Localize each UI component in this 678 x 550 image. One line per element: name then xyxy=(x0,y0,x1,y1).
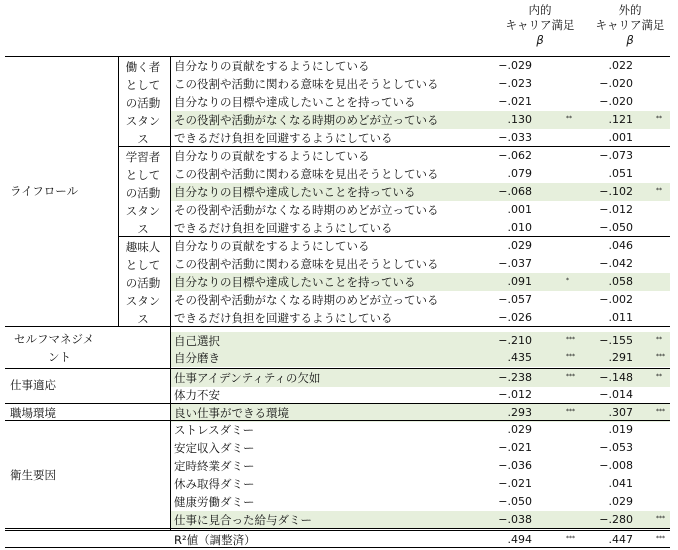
intrinsic-beta-value: −.210 xyxy=(498,334,532,347)
row-item-label: 健康労働ダミー xyxy=(174,495,255,509)
row-item-label: 自分なりの目標や達成したいことを持っている xyxy=(174,185,416,199)
intrinsic-significance: *** xyxy=(566,373,575,380)
extrinsic-beta-value: −.053 xyxy=(599,441,633,454)
intrinsic-beta-value: .130 xyxy=(507,113,532,126)
intrinsic-beta-value: −.068 xyxy=(498,185,532,198)
extrinsic-beta-value: .022 xyxy=(608,59,633,72)
extrinsic-beta-value: .121 xyxy=(608,113,633,126)
col1-header xyxy=(490,3,590,48)
row-item-label: 良い仕事ができる環境 xyxy=(174,406,289,420)
table-row xyxy=(170,511,670,529)
extrinsic-beta-value: .046 xyxy=(608,239,633,252)
intrinsic-significance: ** xyxy=(566,115,572,122)
row-item-label: 自己選択 xyxy=(174,334,220,348)
table-row xyxy=(170,493,670,511)
row-item-label: 休み取得ダミー xyxy=(174,477,255,491)
table-row xyxy=(170,421,670,439)
extrinsic-beta-value: −.148 xyxy=(599,371,633,384)
extrinsic-beta-value: −.020 xyxy=(599,95,633,108)
intrinsic-beta-value: −.062 xyxy=(498,149,532,162)
intrinsic-beta-value: .029 xyxy=(507,423,532,436)
table-row xyxy=(170,457,670,475)
intrinsic-beta-value: −.057 xyxy=(498,293,532,306)
category-workplace: 職場環境 xyxy=(10,406,56,420)
table-row xyxy=(170,439,670,457)
extrinsic-significance: *** xyxy=(656,515,665,522)
intrinsic-beta-value: −.033 xyxy=(498,131,532,144)
summary-rule-b xyxy=(5,530,670,531)
extrinsic-significance: *** xyxy=(656,408,665,415)
category-job-fit: 仕事適応 xyxy=(10,378,56,392)
table-row xyxy=(170,57,670,75)
row-item-label: 自分なりの貢献をするようにしている xyxy=(174,59,370,73)
row-item-label: できるだけ負担を回避するようにしている xyxy=(174,131,393,145)
intrinsic-beta-value: −.021 xyxy=(498,441,532,454)
category-hygiene: 衛生要因 xyxy=(10,468,56,482)
table-row xyxy=(170,273,670,291)
intrinsic-significance: *** xyxy=(566,535,575,542)
extrinsic-beta-value: .291 xyxy=(608,351,633,364)
row-item-label: この役割や活動に関わる意味を見出そうとしている xyxy=(174,167,439,181)
table-row xyxy=(170,237,670,255)
table-row xyxy=(170,183,670,201)
subgroup-divider xyxy=(118,56,119,326)
col1-header-line2: キャリア満足 xyxy=(505,18,575,32)
table-row xyxy=(170,111,670,129)
intrinsic-beta-value: .293 xyxy=(507,406,532,419)
row-item-label: その役割や活動がなくなる時期のめどが立っている xyxy=(174,203,439,217)
extrinsic-significance: *** xyxy=(656,353,665,360)
col2-header xyxy=(580,3,678,48)
intrinsic-beta-value: .091 xyxy=(507,275,532,288)
table-row xyxy=(170,369,670,387)
intrinsic-beta-value: −.036 xyxy=(498,459,532,472)
row-item-label: できるだけ負担を回避するようにしている xyxy=(174,311,393,325)
intrinsic-beta-value: −.029 xyxy=(498,59,532,72)
table-row xyxy=(170,165,670,183)
intrinsic-beta-value: −.021 xyxy=(498,95,532,108)
extrinsic-beta-value: −.020 xyxy=(599,77,633,90)
subgroup-worker: 働く者 として の活動 スタン ス xyxy=(125,60,161,146)
table-row xyxy=(170,475,670,493)
row-item-label: R²値（調整済） xyxy=(174,533,256,547)
table-row xyxy=(170,129,670,147)
category-rule-4 xyxy=(5,420,670,421)
extrinsic-beta-value: .447 xyxy=(608,533,633,546)
table-row xyxy=(170,386,670,404)
extrinsic-beta-value: −.155 xyxy=(599,334,633,347)
extrinsic-beta-value: −.073 xyxy=(599,149,633,162)
extrinsic-significance: ** xyxy=(656,187,662,194)
col2-header-beta: β xyxy=(626,33,634,47)
table-row xyxy=(170,309,670,327)
table-row xyxy=(170,93,670,111)
col2-header-line2: キャリア満足 xyxy=(595,18,665,32)
extrinsic-beta-value: .058 xyxy=(608,275,633,288)
col2-header-line1: 外的 xyxy=(618,3,642,17)
row-item-label: 自分なりの目標や達成したいことを持っている xyxy=(174,275,416,289)
table-row xyxy=(170,75,670,93)
row-item-label: 自分なりの目標や達成したいことを持っている xyxy=(174,95,416,109)
subgroup-rule-1 xyxy=(118,146,670,147)
extrinsic-beta-value: −.102 xyxy=(599,185,633,198)
intrinsic-beta-value: .010 xyxy=(507,221,532,234)
extrinsic-beta-value: −.014 xyxy=(599,388,633,401)
intrinsic-significance: *** xyxy=(566,336,575,343)
row-item-label: その役割や活動がなくなる時期のめどが立っている xyxy=(174,113,439,127)
subgroup-learner: 学習者 として の活動 スタン ス xyxy=(125,150,161,236)
row-item-label: 仕事アイデンティティの欠如 xyxy=(174,371,321,385)
table-row xyxy=(170,349,670,367)
table-row xyxy=(170,332,670,350)
intrinsic-beta-value: −.021 xyxy=(498,477,532,490)
row-item-label: 自分なりの貢献をするようにしている xyxy=(174,239,370,253)
row-item-label: 自分なりの貢献をするようにしている xyxy=(174,149,370,163)
intrinsic-beta-value: −.050 xyxy=(498,495,532,508)
col1-header-line1: 内的 xyxy=(528,3,552,17)
extrinsic-beta-value: −.042 xyxy=(599,257,633,270)
table-row xyxy=(170,219,670,237)
extrinsic-significance: ** xyxy=(656,373,662,380)
category-rule-2 xyxy=(5,368,670,369)
extrinsic-beta-value: .001 xyxy=(608,131,633,144)
category-rule-1 xyxy=(5,326,670,327)
table-row xyxy=(170,255,670,273)
table-row xyxy=(170,291,670,309)
intrinsic-beta-value: −.023 xyxy=(498,77,532,90)
extrinsic-significance: ** xyxy=(656,115,662,122)
extrinsic-beta-value: −.012 xyxy=(599,203,633,216)
category-life-role: ライフロール xyxy=(10,184,79,198)
category-self-management: セルフマネジメ ント xyxy=(14,332,95,364)
header-rule xyxy=(5,56,670,57)
subgroup-hobbyist: 趣味人 として の活動 スタン ス xyxy=(125,240,161,326)
row-item-label: この役割や活動に関わる意味を見出そうとしている xyxy=(174,77,439,91)
intrinsic-beta-value: −.026 xyxy=(498,311,532,324)
category-rule-3 xyxy=(5,403,670,404)
intrinsic-beta-value: .029 xyxy=(507,239,532,252)
row-item-label: 仕事に見合った給与ダミー xyxy=(174,513,312,527)
intrinsic-beta-value: .001 xyxy=(507,203,532,216)
extrinsic-significance: *** xyxy=(656,535,665,542)
intrinsic-beta-value: −.037 xyxy=(498,257,532,270)
intrinsic-beta-value: .079 xyxy=(507,167,532,180)
row-item-label: 体力不安 xyxy=(174,388,220,402)
table-row xyxy=(170,147,670,165)
row-item-label: この役割や活動に関わる意味を見出そうとしている xyxy=(174,257,439,271)
extrinsic-beta-value: −.008 xyxy=(599,459,633,472)
extrinsic-beta-value: .051 xyxy=(608,167,633,180)
row-item-label: その役割や活動がなくなる時期のめどが立っている xyxy=(174,293,439,307)
intrinsic-significance: *** xyxy=(566,353,575,360)
intrinsic-beta-value: −.038 xyxy=(498,513,532,526)
item-divider xyxy=(170,56,171,530)
row-item-label: ストレスダミー xyxy=(174,423,255,437)
intrinsic-beta-value: −.012 xyxy=(498,388,532,401)
extrinsic-beta-value: .029 xyxy=(608,495,633,508)
intrinsic-significance: * xyxy=(566,277,569,284)
col1-header-beta: β xyxy=(536,33,544,47)
bottom-rule xyxy=(5,547,670,548)
extrinsic-beta-value: −.280 xyxy=(599,513,633,526)
extrinsic-beta-value: −.050 xyxy=(599,221,633,234)
row-item-label: できるだけ負担を回避するようにしている xyxy=(174,221,393,235)
extrinsic-beta-value: .019 xyxy=(608,423,633,436)
intrinsic-beta-value: .435 xyxy=(507,351,532,364)
extrinsic-significance: ** xyxy=(656,336,662,343)
extrinsic-beta-value: −.002 xyxy=(599,293,633,306)
row-item-label: 安定収入ダミー xyxy=(174,441,255,455)
intrinsic-beta-value: .494 xyxy=(507,533,532,546)
table-row xyxy=(170,201,670,219)
intrinsic-beta-value: −.238 xyxy=(498,371,532,384)
row-item-label: 自分磨き xyxy=(174,351,220,365)
row-item-label: 定時終業ダミー xyxy=(174,459,255,473)
summary-rule-a xyxy=(5,528,670,529)
extrinsic-beta-value: .307 xyxy=(608,406,633,419)
intrinsic-significance: *** xyxy=(566,408,575,415)
extrinsic-beta-value: .011 xyxy=(608,311,633,324)
subgroup-rule-2 xyxy=(118,236,670,237)
extrinsic-beta-value: .041 xyxy=(608,477,633,490)
